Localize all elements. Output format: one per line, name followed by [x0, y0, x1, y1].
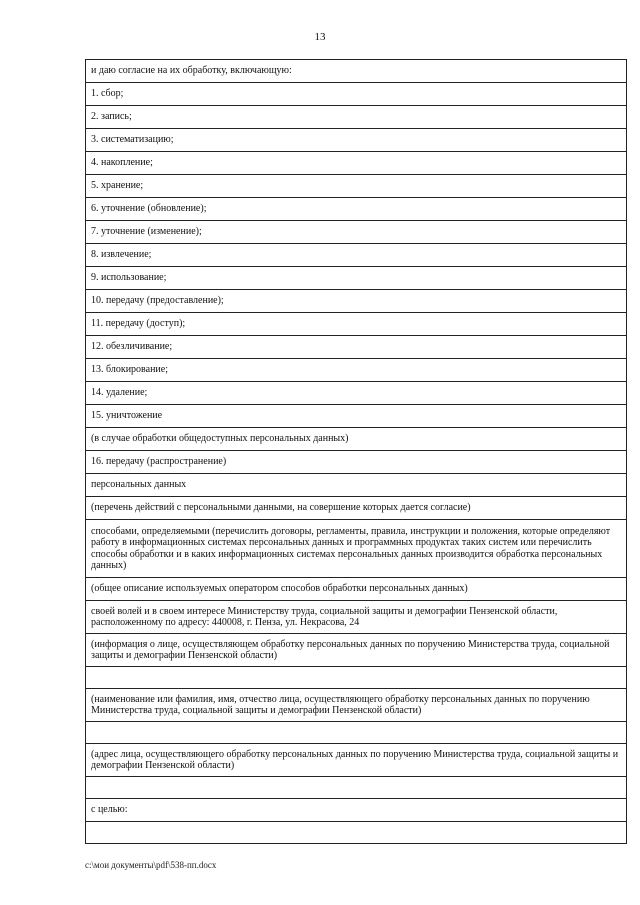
form-row: [86, 359, 627, 382]
form-row-text: 5. хранение;: [86, 175, 627, 198]
form-row: [86, 634, 627, 667]
form-row-text: [86, 667, 627, 689]
form-row-text: способами, определяемыми (перечислить договоры, регламенты, правила, инструкции и положения, которые определяют работу в информационных системах персональных данных и программных продуктах таких систем или перечислить способы обработки и в каких информационных системах персональных данных производится обработка персональных данных): [86, 520, 627, 578]
form-row-text: (в случае обработки общедоступных персональных данных): [86, 428, 627, 451]
form-row: [86, 428, 627, 451]
form-row-text: 1. сбор;: [86, 83, 627, 106]
consent-form-body: [86, 60, 627, 844]
form-row-text: 7. уточнение (изменение);: [86, 221, 627, 244]
form-row-text: 8. извлечение;: [86, 244, 627, 267]
form-row-text: [86, 722, 627, 744]
form-row: [86, 336, 627, 359]
form-row-text: 6. уточнение (обновление);: [86, 198, 627, 221]
form-row: [86, 198, 627, 221]
file-path-footer: c:\мои документы\pdf\538-пп.docx: [85, 860, 217, 870]
form-row-text: (общее описание используемых оператором способов обработки персональных данных): [86, 578, 627, 601]
form-row: [86, 497, 627, 520]
form-row: [86, 601, 627, 634]
form-row-text: 12. обезличивание;: [86, 336, 627, 359]
form-row-text: 4. накопление;: [86, 152, 627, 175]
form-row-text: 13. блокирование;: [86, 359, 627, 382]
form-row-text: (адрес лица, осуществляющего обработку персональных данных по поручению Министерства труда, социальной защиты и демографии Пензенской области): [86, 744, 627, 777]
blank-form-row: [86, 667, 627, 689]
consent-form-table: [85, 59, 627, 844]
form-row-text: (информация о лице, осуществляющем обработку персональных данных по поручению Министерства труда, социальной защиты и демографии Пензенской области): [86, 634, 627, 667]
form-row: [86, 244, 627, 267]
blank-form-row: [86, 777, 627, 799]
form-row: [86, 689, 627, 722]
form-row-text: 10. передачу (предоставление);: [86, 290, 627, 313]
form-row-text: [86, 777, 627, 799]
form-row: [86, 267, 627, 290]
form-row-text: 11. передачу (доступ);: [86, 313, 627, 336]
blank-form-row: [86, 822, 627, 844]
form-row-text: 15. уничтожение: [86, 405, 627, 428]
page-number: 13: [314, 31, 326, 43]
form-row: [86, 106, 627, 129]
form-row-text: своей волей и в своем интересе Министерству труда, социальной защиты и демографии Пензенской области, расположенному по адресу: 440008, г. Пенза, ул. Некрасова, 24: [86, 601, 627, 634]
form-row: [86, 382, 627, 405]
form-row-text: 14. удаление;: [86, 382, 627, 405]
form-row: [86, 129, 627, 152]
form-row-text: 3. систематизацию;: [86, 129, 627, 152]
form-row: [86, 799, 627, 822]
form-row: [86, 175, 627, 198]
form-row: [86, 744, 627, 777]
form-row: [86, 83, 627, 106]
form-row: [86, 290, 627, 313]
form-row: [86, 578, 627, 601]
form-row: [86, 152, 627, 175]
form-row-text: 16. передачу (распространение): [86, 451, 627, 474]
form-row-text: (перечень действий с персональными данными, на совершение которых дается согласие): [86, 497, 627, 520]
form-row-text: 2. запись;: [86, 106, 627, 129]
form-row: [86, 313, 627, 336]
form-row: [86, 520, 627, 578]
form-row-text: 9. использование;: [86, 267, 627, 290]
form-row-text: персональных данных: [86, 474, 627, 497]
form-row: [86, 221, 627, 244]
form-row: [86, 60, 627, 83]
form-row-text: (наименование или фамилия, имя, отчество лица, осуществляющего обработку персональных данных по поручению Министерства труда, социальной защиты и демографии Пензенской области): [86, 689, 627, 722]
form-row-text: [86, 822, 627, 844]
form-row-text: и даю согласие на их обработку, включающую:: [86, 60, 627, 83]
form-row: [86, 474, 627, 497]
form-row: [86, 405, 627, 428]
blank-form-row: [86, 722, 627, 744]
form-row: [86, 451, 627, 474]
form-row-text: с целью:: [86, 799, 627, 822]
